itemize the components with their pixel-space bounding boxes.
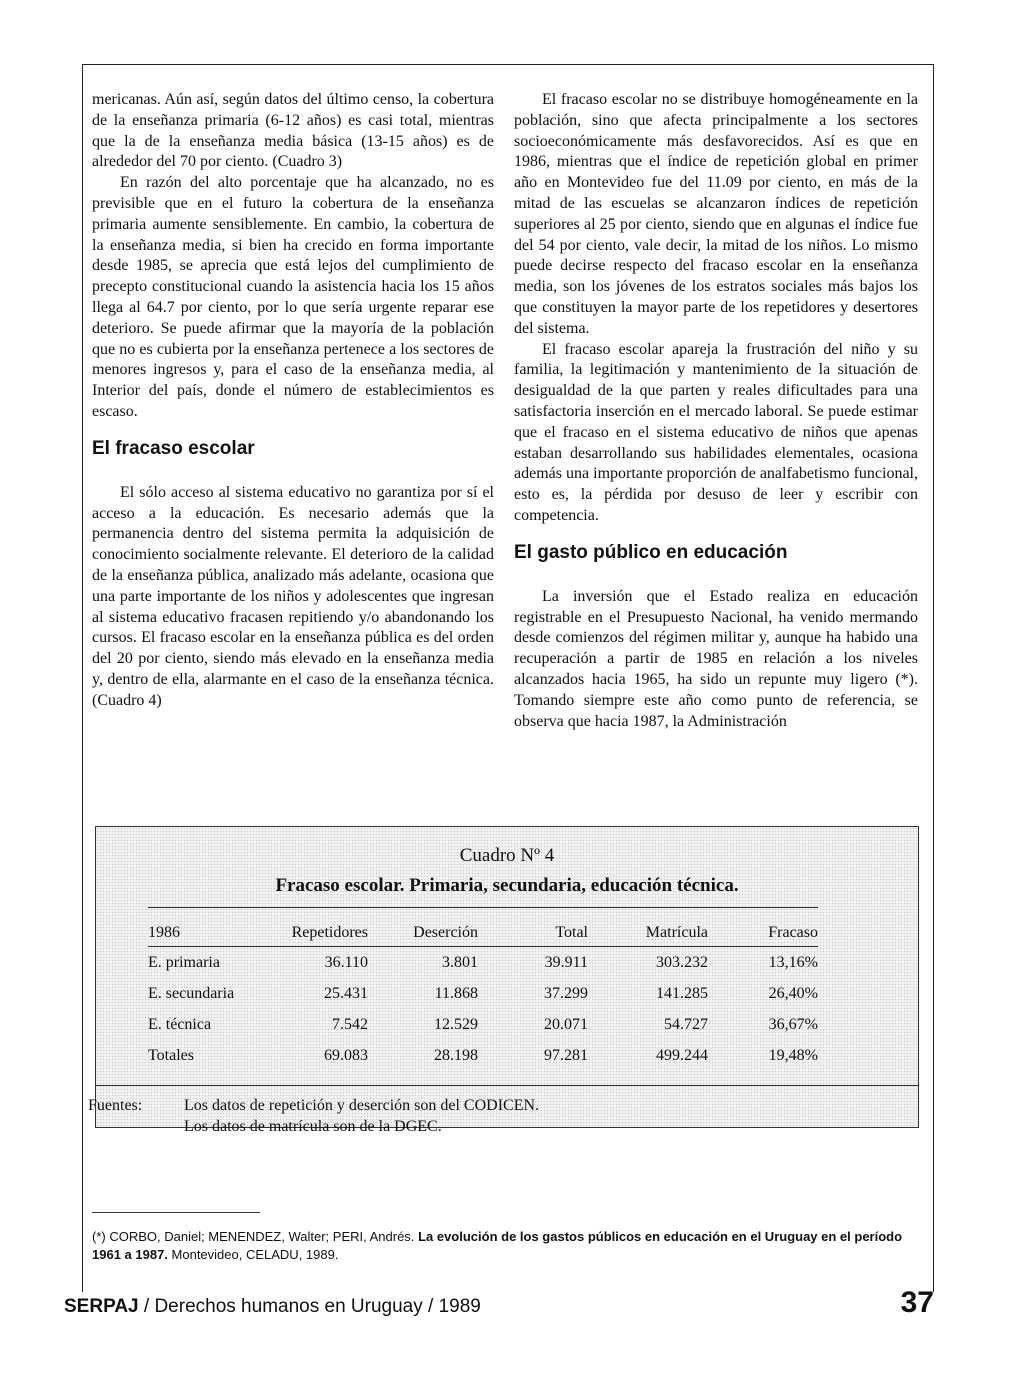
column-header: Repetidores	[291, 924, 368, 941]
cuadro-4-box	[88, 826, 919, 1135]
left-column	[92, 90, 494, 712]
table-row	[148, 978, 818, 1009]
right-paragraph-3: La inversión que el Estado realiza en educación registrable en el Presupuesto Nacional, ha venido mermando desde comienzos del régimen militar y, aunque ha habido una recuperación a partir de 1985 en relación a los niveles alcanzados hacia 1965, ha sido un repunte muy ligero (*). Tomando siempre este año como punto de referencia, se observa que hacia 1987, la Administración	[514, 587, 918, 730]
fuentes-divider	[96, 1085, 918, 1086]
table-cell: 36.110	[324, 953, 368, 971]
table-row	[148, 947, 818, 978]
left-paragraph-3: El sólo acceso al sistema educativo no garantiza por sí el acceso a la educación. Es necesario además que la permanencia dentro del sistema permita la adquisición de conocimiento socialmente relevante. El deterioro de la calidad de la enseñanza pública, analizado más adelante, ocasiona que una parte importante de los niños y adolescentes que ingresan al sistema educativo fracasen repitiendo y/o abandonando los cursos. El fracaso escolar en la enseñanza pública es del orden del 20 por ciento, siendo más elevado en la enseñanza media y, dentro de ella, alarmante en el caso de la enseñanza técnica. (Cuadro 4)	[92, 483, 494, 709]
right-paragraph-1: El fracaso escolar no se distribuye homogéneamente en la población, sino que afecta principalmente a los sectores socioeconómicamente más desfavorecidos. Así es que en 1986, mientras que el índice de repetición global en primer año en Montevideo fue del 11.09 por ciento, en más de la mitad de las escuelas se alcanzaron índices de repetición superiores al 25 por ciento, siendo que en algunas el índice fue del 54 por ciento, vale decir, la mitad de los niños. Lo mismo puede decirse respecto del fracaso escolar en la enseñanza media, son los jóvenes de los estratos sociales más bajos los que constituyen la mayor parte de los repetidores y desertores del sistema.	[514, 91, 918, 337]
table-cell: 97.281	[544, 1046, 588, 1064]
table-top-rule	[148, 907, 818, 908]
fuentes-block	[88, 1095, 539, 1137]
table-header-row	[148, 919, 818, 947]
table-cell: E. técnica	[148, 1015, 212, 1033]
table-cell: 3.801	[442, 953, 478, 971]
table-cell: 37.299	[544, 984, 588, 1002]
fuentes-line-1: Los datos de repetición y deserción son del CODICEN.	[184, 1097, 540, 1114]
table-cell: 28.198	[434, 1046, 478, 1064]
table-cell: 12.529	[434, 1015, 478, 1033]
right-paragraph-2: El fracaso escolar apareja la frustración del niño y su familia, la legitimación y mantenimiento de la situación de desigualdad de la que parten y reales dificultades para una satisfactoria inserción en el mercado laboral. Se puede estimar que el fracaso en el sistema educativo de niños que apenas estaban desarrollando sus habilidades elementales, ocasiona además una importante proporción de analfabetismo funcional, esto es, la pérdida por desuso de leer y escribir con competencia.	[514, 340, 918, 524]
footnote-rule	[92, 1212, 260, 1213]
table-row	[148, 1040, 818, 1071]
table-cell: 7.542	[332, 1015, 368, 1033]
left-paragraph-2: En razón del alto porcentaje que ha alcanzado, no es previsible que en el futuro la cobertura de la enseñanza primaria aumente sensiblemente. En cambio, la cobertura de la enseñanza media, si bien ha crecido en forma importante desde 1985, se aprecia que está lejos del cumplimiento de precepto constitucional cuando la asistencia hacia los 15 años llega al 64.7 por ciento, por lo que sería urgente reparar ese deterioro. Se puede afirmar que la mayoría de la población que no es cubierta por la enseñanza pertenece a los sectores de menores ingresos y, para el caso de la enseñanza media, al Interior del país, donde el número de establecimientos es escaso.	[92, 174, 494, 420]
table-cell: 54.727	[664, 1015, 708, 1033]
table-cell: 19,48%	[768, 1046, 818, 1064]
section-heading-gasto: El gasto público en educación	[514, 541, 788, 563]
table-cell: E. secundaria	[148, 984, 235, 1002]
column-header: Fracaso	[768, 924, 818, 941]
footnote-title: La evolución de los gastos públicos en educación en el Uruguay en el período 1961 a 1987.	[92, 1229, 903, 1262]
footnote-prefix: (*) CORBO, Daniel; MENENDEZ, Walter; PERI, Andrés.	[92, 1229, 415, 1244]
table-cell: 36,67%	[768, 1015, 818, 1033]
footer-title: / Derechos humanos en Uruguay / 1989	[138, 1296, 481, 1317]
column-header: 1986	[148, 924, 180, 941]
column-header: Matrícula	[645, 924, 708, 941]
footer-serpaj: SERPAJ	[64, 1296, 139, 1317]
column-header: Total	[555, 924, 588, 941]
footnote-suffix: Montevideo, CELADU, 1989.	[171, 1247, 339, 1262]
cuadro-subtitle: Fracaso escolar. Primaria, secundaria, educación técnica.	[275, 875, 739, 896]
fuentes-line-2: Los datos de matrícula son de la DGEC.	[184, 1118, 442, 1135]
table-cell: 303.232	[656, 953, 708, 971]
table-cell: 20.071	[544, 1015, 588, 1033]
footnote	[92, 1228, 922, 1264]
right-column	[514, 90, 918, 732]
left-paragraph-1: mericanas. Aún así, según datos del último censo, la cobertura de la enseñanza primaria (6-12 años) es casi total, mientras que la de la enseñanza media básica (13-15 años) es de alrededor del 70 por ciento. (Cuadro 3)	[92, 91, 494, 171]
table-cell: E. primaria	[148, 953, 220, 971]
table-row	[148, 1009, 818, 1040]
table-cell: 26,40%	[768, 984, 818, 1002]
table-cell: 69.083	[324, 1046, 368, 1064]
table-cell: 141.285	[656, 984, 708, 1002]
section-heading-fracaso: El fracaso escolar	[92, 437, 255, 459]
table-cell: 499.244	[656, 1046, 708, 1064]
fuentes-label: Fuentes:	[88, 1097, 143, 1114]
table-cell: 11.868	[434, 984, 478, 1002]
table-cell: 25.431	[324, 984, 368, 1002]
page-number: 37	[900, 1286, 934, 1319]
page-footer	[64, 1296, 481, 1318]
table-cell: Totales	[148, 1046, 194, 1064]
cuadro-table	[148, 919, 818, 1071]
cuadro-title: Cuadro Nº 4	[459, 845, 555, 866]
table-cell: 13,16%	[768, 953, 818, 971]
table-cell: 39.911	[544, 953, 588, 971]
column-header: Deserción	[413, 924, 478, 941]
